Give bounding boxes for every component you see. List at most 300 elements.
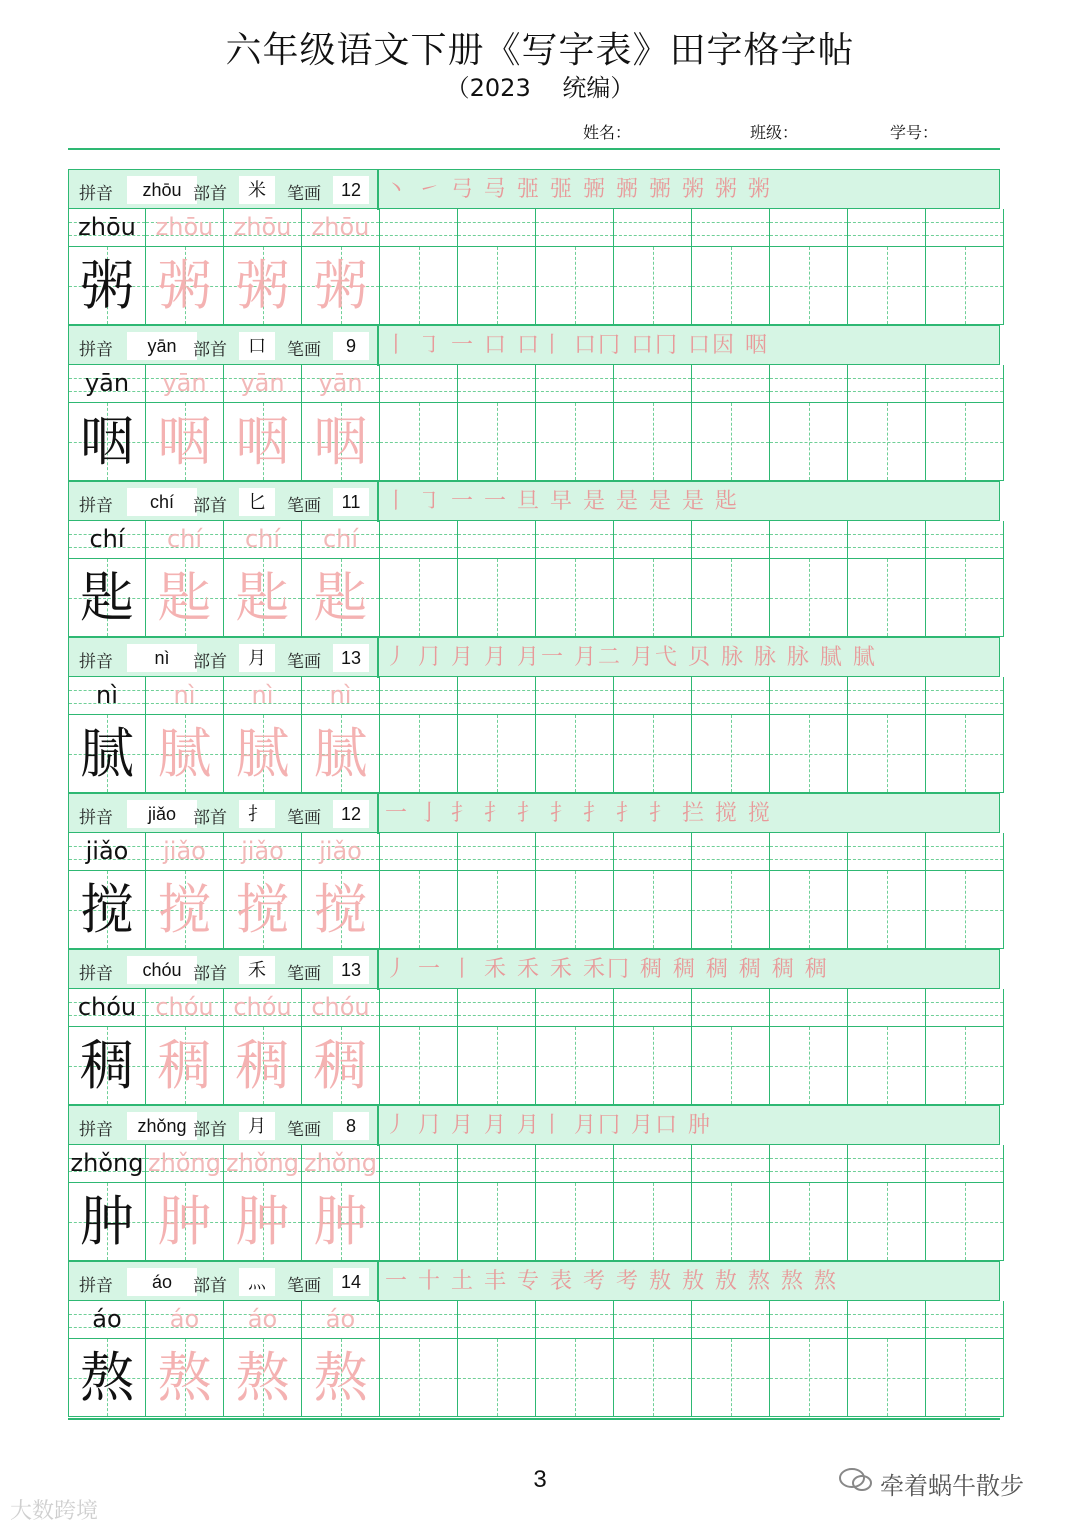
pinyin-guide-line bbox=[692, 547, 769, 548]
hanzi-trace-char: 稠 bbox=[157, 1034, 212, 1097]
pinyin-model-cell bbox=[68, 209, 146, 247]
tianzige-vertical-guide bbox=[809, 1183, 810, 1260]
tianzige-practice-cell[interactable] bbox=[536, 715, 614, 793]
hanzi-trace-char: 粥 bbox=[235, 254, 290, 317]
pinyin-practice-cell[interactable] bbox=[458, 989, 536, 1027]
pinyin-practice-cell[interactable] bbox=[614, 1301, 692, 1339]
hanzi-model-cell bbox=[68, 559, 146, 637]
pinyin-guide-line bbox=[770, 378, 847, 379]
number-field-label: 学号： bbox=[890, 123, 939, 142]
pinyin-guide-line bbox=[692, 703, 769, 704]
pinyin-practice-cell[interactable] bbox=[926, 365, 1004, 403]
pinyin-practice-cell[interactable] bbox=[458, 1145, 536, 1183]
strokes-label: 笔画 bbox=[287, 496, 321, 516]
pinyin-practice-cell[interactable] bbox=[770, 209, 848, 247]
pinyin-practice-cell[interactable] bbox=[848, 833, 926, 871]
tianzige-practice-cell[interactable] bbox=[848, 1027, 926, 1105]
pinyin-practice-cell[interactable] bbox=[458, 833, 536, 871]
pinyin-practice-cell[interactable] bbox=[380, 521, 458, 559]
tianzige-practice-cell[interactable] bbox=[614, 1027, 692, 1105]
pinyin-practice-cell[interactable] bbox=[536, 677, 614, 715]
tianzige-practice-cell[interactable] bbox=[614, 1183, 692, 1261]
tianzige-practice-cell[interactable] bbox=[380, 403, 458, 481]
tianzige-practice-cell[interactable] bbox=[536, 247, 614, 325]
pinyin-model-cell bbox=[68, 833, 146, 871]
tianzige-practice-cell[interactable] bbox=[926, 559, 1004, 637]
hanzi-trace-char: 粥 bbox=[313, 254, 368, 317]
character-info-bar bbox=[68, 169, 1000, 209]
tianzige-practice-cell[interactable] bbox=[770, 1027, 848, 1105]
tianzige-practice-cell[interactable] bbox=[770, 1339, 848, 1417]
pinyin-practice-cell[interactable] bbox=[848, 677, 926, 715]
tianzige-practice-cell[interactable] bbox=[770, 715, 848, 793]
pinyin-practice-cell[interactable] bbox=[380, 1145, 458, 1183]
pinyin-practice-cell[interactable] bbox=[692, 209, 770, 247]
tianzige-practice-cell[interactable] bbox=[458, 559, 536, 637]
pinyin-trace-text: yān bbox=[162, 369, 207, 397]
tianzige-vertical-guide bbox=[575, 1027, 576, 1104]
pinyin-trace-text: zhǒng bbox=[226, 1149, 299, 1177]
tianzige-vertical-guide bbox=[497, 715, 498, 792]
tianzige-practice-cell[interactable] bbox=[770, 247, 848, 325]
pinyin-guide-line bbox=[692, 859, 769, 860]
character-block bbox=[68, 637, 1000, 793]
hanzi-trace-char: 咽 bbox=[313, 410, 368, 473]
pinyin-guide-line bbox=[692, 846, 769, 847]
stroke-count-value: 13 bbox=[333, 644, 369, 672]
pinyin-trace-text: zhōu bbox=[155, 213, 214, 241]
tianzige-practice-cell[interactable] bbox=[536, 1027, 614, 1105]
pinyin-practice-cell[interactable] bbox=[380, 833, 458, 871]
hanzi-trace-cell bbox=[302, 1027, 380, 1105]
tianzige-practice-cell[interactable] bbox=[848, 559, 926, 637]
pinyin-guide-line bbox=[770, 1015, 847, 1016]
pinyin-practice-cell[interactable] bbox=[536, 989, 614, 1027]
pinyin-practice-cell[interactable] bbox=[536, 209, 614, 247]
pinyin-trace-text: chóu bbox=[233, 993, 292, 1021]
pinyin-guide-line bbox=[692, 1171, 769, 1172]
tianzige-practice-cell[interactable] bbox=[926, 715, 1004, 793]
pinyin-practice-cell[interactable] bbox=[458, 1301, 536, 1339]
tianzige-practice-cell[interactable] bbox=[614, 715, 692, 793]
hanzi-trace-cell bbox=[146, 403, 224, 481]
pinyin-trace-cell bbox=[224, 989, 302, 1027]
radical-value: 月 bbox=[239, 644, 275, 672]
character-info-bar bbox=[68, 637, 1000, 677]
pinyin-practice-cell[interactable] bbox=[614, 989, 692, 1027]
tianzige-practice-cell[interactable] bbox=[380, 247, 458, 325]
tianzige-practice-cell[interactable] bbox=[770, 403, 848, 481]
pinyin-practice-cell[interactable] bbox=[380, 1301, 458, 1339]
pinyin-practice-cell[interactable] bbox=[926, 521, 1004, 559]
pinyin-guide-line bbox=[458, 235, 535, 236]
pinyin-value: áo bbox=[127, 1268, 197, 1296]
tianzige-practice-cell[interactable] bbox=[380, 871, 458, 949]
pinyin-trace-text: zhǒng bbox=[148, 1149, 221, 1177]
tianzige-practice-cell[interactable] bbox=[692, 715, 770, 793]
pinyin-label: 拼音 bbox=[79, 964, 113, 984]
hanzi-trace-char: 腻 bbox=[313, 722, 368, 785]
tianzige-practice-cell[interactable] bbox=[770, 1183, 848, 1261]
pinyin-guide-line bbox=[536, 222, 613, 223]
tianzige-vertical-guide bbox=[575, 1339, 576, 1416]
pinyin-value: zhǒng bbox=[127, 1112, 197, 1140]
pinyin-guide-line bbox=[536, 378, 613, 379]
pinyin-practice-cell[interactable] bbox=[926, 833, 1004, 871]
tianzige-practice-cell[interactable] bbox=[926, 1183, 1004, 1261]
pinyin-guide-line bbox=[770, 235, 847, 236]
tianzige-practice-cell[interactable] bbox=[536, 403, 614, 481]
pinyin-model-cell bbox=[68, 989, 146, 1027]
tianzige-practice-cell[interactable] bbox=[614, 247, 692, 325]
pinyin-practice-cell[interactable] bbox=[536, 833, 614, 871]
pinyin-practice-cell[interactable] bbox=[848, 989, 926, 1027]
pinyin-guide-line bbox=[848, 378, 925, 379]
tianzige-practice-cell[interactable] bbox=[380, 1183, 458, 1261]
radical-value: 米 bbox=[239, 176, 275, 204]
tianzige-practice-cell[interactable] bbox=[692, 871, 770, 949]
pinyin-practice-cell[interactable] bbox=[770, 365, 848, 403]
pinyin-practice-cell[interactable] bbox=[536, 1301, 614, 1339]
pinyin-practice-cell[interactable] bbox=[848, 1301, 926, 1339]
pinyin-guide-line bbox=[536, 1327, 613, 1328]
tianzige-practice-cell[interactable] bbox=[614, 403, 692, 481]
pinyin-practice-cell[interactable] bbox=[692, 1145, 770, 1183]
pinyin-trace-text: jiǎo bbox=[163, 837, 206, 865]
tianzige-practice-cell[interactable] bbox=[380, 715, 458, 793]
pinyin-trace-text: chóu bbox=[155, 993, 214, 1021]
pinyin-guide-line bbox=[536, 703, 613, 704]
bottom-divider bbox=[68, 1418, 1000, 1420]
pinyin-guide-line bbox=[614, 690, 691, 691]
character-block bbox=[68, 1105, 1000, 1261]
pinyin-guide-line bbox=[770, 1002, 847, 1003]
pinyin-practice-cell[interactable] bbox=[926, 677, 1004, 715]
tianzige-practice-cell[interactable] bbox=[458, 247, 536, 325]
pinyin-guide-line bbox=[692, 235, 769, 236]
tianzige-vertical-guide bbox=[731, 871, 732, 948]
stroke-order-sequence: 丿 一 丨 禾 禾 禾 禾冂 稠 稠 稠 稠 稠 稠 bbox=[377, 950, 997, 990]
tianzige-practice-cell[interactable] bbox=[614, 1339, 692, 1417]
pinyin-practice-cell[interactable] bbox=[692, 677, 770, 715]
pinyin-value: zhōu bbox=[127, 176, 197, 204]
tianzige-practice-cell[interactable] bbox=[614, 559, 692, 637]
tianzige-practice-cell[interactable] bbox=[692, 1183, 770, 1261]
pinyin-trace-cell bbox=[224, 677, 302, 715]
tianzige-practice-cell[interactable] bbox=[380, 1339, 458, 1417]
pinyin-practice-cell[interactable] bbox=[692, 989, 770, 1027]
pinyin-guide-line bbox=[770, 547, 847, 548]
radical-value: 口 bbox=[239, 332, 275, 360]
pinyin-practice-cell[interactable] bbox=[536, 365, 614, 403]
character-row bbox=[68, 715, 1000, 793]
tianzige-practice-cell[interactable] bbox=[926, 403, 1004, 481]
pinyin-practice-cell[interactable] bbox=[926, 1301, 1004, 1339]
tianzige-practice-cell[interactable] bbox=[692, 1339, 770, 1417]
pinyin-model-text: áo bbox=[92, 1305, 122, 1333]
pinyin-practice-cell[interactable] bbox=[848, 365, 926, 403]
tianzige-practice-cell[interactable] bbox=[458, 1339, 536, 1417]
hanzi-trace-cell bbox=[146, 715, 224, 793]
hanzi-model-cell bbox=[68, 715, 146, 793]
pinyin-guide-line bbox=[770, 859, 847, 860]
pinyin-guide-line bbox=[380, 547, 457, 548]
hanzi-trace-cell bbox=[302, 559, 380, 637]
tianzige-practice-cell[interactable] bbox=[926, 871, 1004, 949]
pinyin-guide-line bbox=[614, 1015, 691, 1016]
tianzige-practice-cell[interactable] bbox=[770, 559, 848, 637]
pinyin-guide-line bbox=[614, 222, 691, 223]
tianzige-vertical-guide bbox=[809, 715, 810, 792]
character-row bbox=[68, 247, 1000, 325]
strokes-label: 笔画 bbox=[287, 964, 321, 984]
pinyin-practice-cell[interactable] bbox=[692, 365, 770, 403]
pinyin-guide-line bbox=[458, 1158, 535, 1159]
pinyin-practice-cell[interactable] bbox=[380, 365, 458, 403]
tianzige-practice-cell[interactable] bbox=[536, 559, 614, 637]
radical-value: 禾 bbox=[239, 956, 275, 984]
pinyin-guide-line bbox=[614, 391, 691, 392]
pinyin-trace-cell bbox=[146, 209, 224, 247]
pinyin-row bbox=[68, 677, 1000, 715]
radical-value: 扌 bbox=[239, 800, 275, 828]
tianzige-vertical-guide bbox=[653, 559, 654, 636]
pinyin-guide-line bbox=[614, 1002, 691, 1003]
tianzige-vertical-guide bbox=[497, 403, 498, 480]
pinyin-practice-cell[interactable] bbox=[692, 521, 770, 559]
tianzige-vertical-guide bbox=[575, 247, 576, 324]
pinyin-trace-cell bbox=[146, 365, 224, 403]
watermark: 大数跨境 bbox=[10, 1499, 99, 1524]
pinyin-practice-cell[interactable] bbox=[380, 209, 458, 247]
pinyin-practice-cell[interactable] bbox=[692, 1301, 770, 1339]
pinyin-row bbox=[68, 833, 1000, 871]
radical-label: 部首 bbox=[193, 964, 227, 984]
pinyin-trace-text: jiǎo bbox=[241, 837, 284, 865]
pinyin-trace-cell bbox=[224, 1145, 302, 1183]
pinyin-practice-cell[interactable] bbox=[614, 209, 692, 247]
pinyin-practice-cell[interactable] bbox=[614, 833, 692, 871]
hanzi-trace-cell bbox=[302, 715, 380, 793]
tianzige-practice-cell[interactable] bbox=[380, 559, 458, 637]
character-info-bar bbox=[68, 325, 1000, 365]
pinyin-row bbox=[68, 1145, 1000, 1183]
pinyin-trace-cell bbox=[302, 833, 380, 871]
pinyin-guide-line bbox=[536, 547, 613, 548]
pinyin-guide-line bbox=[926, 690, 1003, 691]
pinyin-practice-cell[interactable] bbox=[458, 521, 536, 559]
tianzige-practice-cell[interactable] bbox=[848, 247, 926, 325]
pinyin-guide-line bbox=[380, 534, 457, 535]
tianzige-practice-cell[interactable] bbox=[692, 559, 770, 637]
tianzige-practice-cell[interactable] bbox=[848, 1183, 926, 1261]
pinyin-guide-line bbox=[614, 1314, 691, 1315]
tianzige-practice-cell[interactable] bbox=[536, 1183, 614, 1261]
pinyin-guide-line bbox=[848, 1158, 925, 1159]
tianzige-practice-cell[interactable] bbox=[614, 871, 692, 949]
pinyin-practice-cell[interactable] bbox=[536, 1145, 614, 1183]
pinyin-practice-cell[interactable] bbox=[770, 677, 848, 715]
pinyin-guide-line bbox=[536, 235, 613, 236]
pinyin-trace-cell bbox=[224, 365, 302, 403]
brand-name: 牵着蜗牛散步 bbox=[880, 1472, 1024, 1500]
tianzige-practice-cell[interactable] bbox=[458, 1183, 536, 1261]
pinyin-label: 拼音 bbox=[79, 184, 113, 204]
tianzige-practice-cell[interactable] bbox=[692, 1027, 770, 1105]
pinyin-guide-line bbox=[692, 1327, 769, 1328]
pinyin-practice-cell[interactable] bbox=[848, 209, 926, 247]
stroke-count-value: 12 bbox=[333, 800, 369, 828]
pinyin-practice-cell[interactable] bbox=[614, 677, 692, 715]
character-info-bar bbox=[68, 949, 1000, 989]
tianzige-practice-cell[interactable] bbox=[692, 403, 770, 481]
pinyin-guide-line bbox=[458, 1002, 535, 1003]
pinyin-model-text: jiǎo bbox=[85, 837, 129, 865]
tianzige-vertical-guide bbox=[497, 559, 498, 636]
pinyin-guide-line bbox=[458, 859, 535, 860]
pinyin-practice-cell[interactable] bbox=[848, 1145, 926, 1183]
pinyin-guide-line bbox=[926, 1015, 1003, 1016]
stroke-order-sequence: 丨 ㇆ 一 口 口丨 口冂 口冂 口因 咽 bbox=[377, 326, 997, 366]
pinyin-guide-line bbox=[848, 222, 925, 223]
pinyin-practice-cell[interactable] bbox=[770, 521, 848, 559]
pinyin-guide-line bbox=[380, 1327, 457, 1328]
tianzige-practice-cell[interactable] bbox=[536, 871, 614, 949]
hanzi-trace-char: 粥 bbox=[157, 254, 212, 317]
pinyin-practice-cell[interactable] bbox=[926, 1145, 1004, 1183]
hanzi-trace-char: 肿 bbox=[157, 1190, 212, 1253]
character-row bbox=[68, 1183, 1000, 1261]
pinyin-trace-cell bbox=[302, 209, 380, 247]
tianzige-vertical-guide bbox=[809, 559, 810, 636]
strokes-label: 笔画 bbox=[287, 184, 321, 204]
tianzige-practice-cell[interactable] bbox=[926, 1027, 1004, 1105]
class-field-label: 班级： bbox=[750, 123, 799, 142]
pinyin-practice-cell[interactable] bbox=[380, 989, 458, 1027]
pinyin-guide-line bbox=[380, 391, 457, 392]
pinyin-practice-cell[interactable] bbox=[614, 521, 692, 559]
hanzi-trace-cell bbox=[224, 247, 302, 325]
tianzige-practice-cell[interactable] bbox=[380, 1027, 458, 1105]
pinyin-practice-cell[interactable] bbox=[770, 989, 848, 1027]
pinyin-practice-cell[interactable] bbox=[536, 521, 614, 559]
pinyin-practice-cell[interactable] bbox=[458, 677, 536, 715]
pinyin-trace-cell bbox=[146, 677, 224, 715]
pinyin-guide-line bbox=[614, 846, 691, 847]
tianzige-vertical-guide bbox=[575, 1183, 576, 1260]
pinyin-model-cell bbox=[68, 677, 146, 715]
tianzige-vertical-guide bbox=[653, 247, 654, 324]
tianzige-vertical-guide bbox=[731, 559, 732, 636]
tianzige-vertical-guide bbox=[965, 247, 966, 324]
pinyin-trace-text: jiǎo bbox=[319, 837, 362, 865]
pinyin-guide-line bbox=[614, 534, 691, 535]
tianzige-vertical-guide bbox=[575, 715, 576, 792]
pinyin-practice-cell[interactable] bbox=[614, 1145, 692, 1183]
pinyin-label: 拼音 bbox=[79, 496, 113, 516]
pinyin-guide-line bbox=[692, 222, 769, 223]
pinyin-trace-text: yān bbox=[318, 369, 363, 397]
tianzige-vertical-guide bbox=[887, 559, 888, 636]
pinyin-guide-line bbox=[536, 1002, 613, 1003]
pinyin-guide-line bbox=[926, 378, 1003, 379]
tianzige-vertical-guide bbox=[809, 871, 810, 948]
pinyin-guide-line bbox=[380, 1015, 457, 1016]
pinyin-guide-line bbox=[926, 859, 1003, 860]
hanzi-trace-char: 咽 bbox=[235, 410, 290, 473]
pinyin-guide-line bbox=[380, 378, 457, 379]
hanzi-trace-cell bbox=[224, 403, 302, 481]
tianzige-vertical-guide bbox=[965, 1183, 966, 1260]
pinyin-guide-line bbox=[770, 534, 847, 535]
hanzi-trace-char: 肿 bbox=[235, 1190, 290, 1253]
tianzige-practice-cell[interactable] bbox=[770, 871, 848, 949]
tianzige-vertical-guide bbox=[497, 1027, 498, 1104]
tianzige-practice-cell[interactable] bbox=[458, 403, 536, 481]
pinyin-practice-cell[interactable] bbox=[926, 989, 1004, 1027]
tianzige-vertical-guide bbox=[575, 403, 576, 480]
pinyin-guide-line bbox=[848, 391, 925, 392]
tianzige-vertical-guide bbox=[965, 715, 966, 792]
pinyin-practice-cell[interactable] bbox=[770, 1145, 848, 1183]
pinyin-practice-cell[interactable] bbox=[848, 521, 926, 559]
hanzi-model-cell bbox=[68, 1339, 146, 1417]
hanzi-trace-char: 匙 bbox=[157, 566, 212, 629]
pinyin-guide-line bbox=[380, 1171, 457, 1172]
pinyin-model-text: zhōu bbox=[78, 213, 136, 241]
tianzige-practice-cell[interactable] bbox=[536, 1339, 614, 1417]
pinyin-practice-cell[interactable] bbox=[458, 365, 536, 403]
hanzi-trace-char: 腻 bbox=[157, 722, 212, 785]
pinyin-trace-cell bbox=[146, 1301, 224, 1339]
hanzi-trace-cell bbox=[146, 871, 224, 949]
tianzige-practice-cell[interactable] bbox=[848, 715, 926, 793]
pinyin-practice-cell[interactable] bbox=[458, 209, 536, 247]
pinyin-practice-cell[interactable] bbox=[614, 365, 692, 403]
pinyin-practice-cell[interactable] bbox=[692, 833, 770, 871]
pinyin-value: yān bbox=[127, 332, 197, 360]
hanzi-trace-char: 腻 bbox=[235, 722, 290, 785]
pinyin-guide-line bbox=[926, 235, 1003, 236]
stroke-count-value: 12 bbox=[333, 176, 369, 204]
tianzige-practice-cell[interactable] bbox=[848, 1339, 926, 1417]
pinyin-practice-cell[interactable] bbox=[926, 209, 1004, 247]
pinyin-practice-cell[interactable] bbox=[770, 1301, 848, 1339]
tianzige-vertical-guide bbox=[653, 1183, 654, 1260]
tianzige-practice-cell[interactable] bbox=[848, 871, 926, 949]
pinyin-guide-line bbox=[614, 1171, 691, 1172]
tianzige-practice-cell[interactable] bbox=[692, 247, 770, 325]
hanzi-trace-cell bbox=[146, 247, 224, 325]
stroke-count-value: 8 bbox=[333, 1112, 369, 1140]
tianzige-practice-cell[interactable] bbox=[458, 871, 536, 949]
hanzi-model-char: 腻 bbox=[80, 722, 134, 785]
stroke-order-sequence: 丿 ⺆ 月 月 月一 月二 月弋 贝 脉 脉 脉 腻 腻 bbox=[377, 638, 997, 678]
tianzige-practice-cell[interactable] bbox=[926, 1339, 1004, 1417]
tianzige-vertical-guide bbox=[965, 1339, 966, 1416]
tianzige-practice-cell[interactable] bbox=[848, 403, 926, 481]
pinyin-practice-cell[interactable] bbox=[770, 833, 848, 871]
tianzige-practice-cell[interactable] bbox=[926, 247, 1004, 325]
tianzige-practice-cell[interactable] bbox=[458, 715, 536, 793]
tianzige-vertical-guide bbox=[887, 715, 888, 792]
pinyin-practice-cell[interactable] bbox=[380, 677, 458, 715]
hanzi-trace-cell bbox=[224, 1183, 302, 1261]
pinyin-guide-line bbox=[692, 391, 769, 392]
pinyin-guide-line bbox=[692, 690, 769, 691]
pinyin-row bbox=[68, 521, 1000, 559]
tianzige-practice-cell[interactable] bbox=[458, 1027, 536, 1105]
